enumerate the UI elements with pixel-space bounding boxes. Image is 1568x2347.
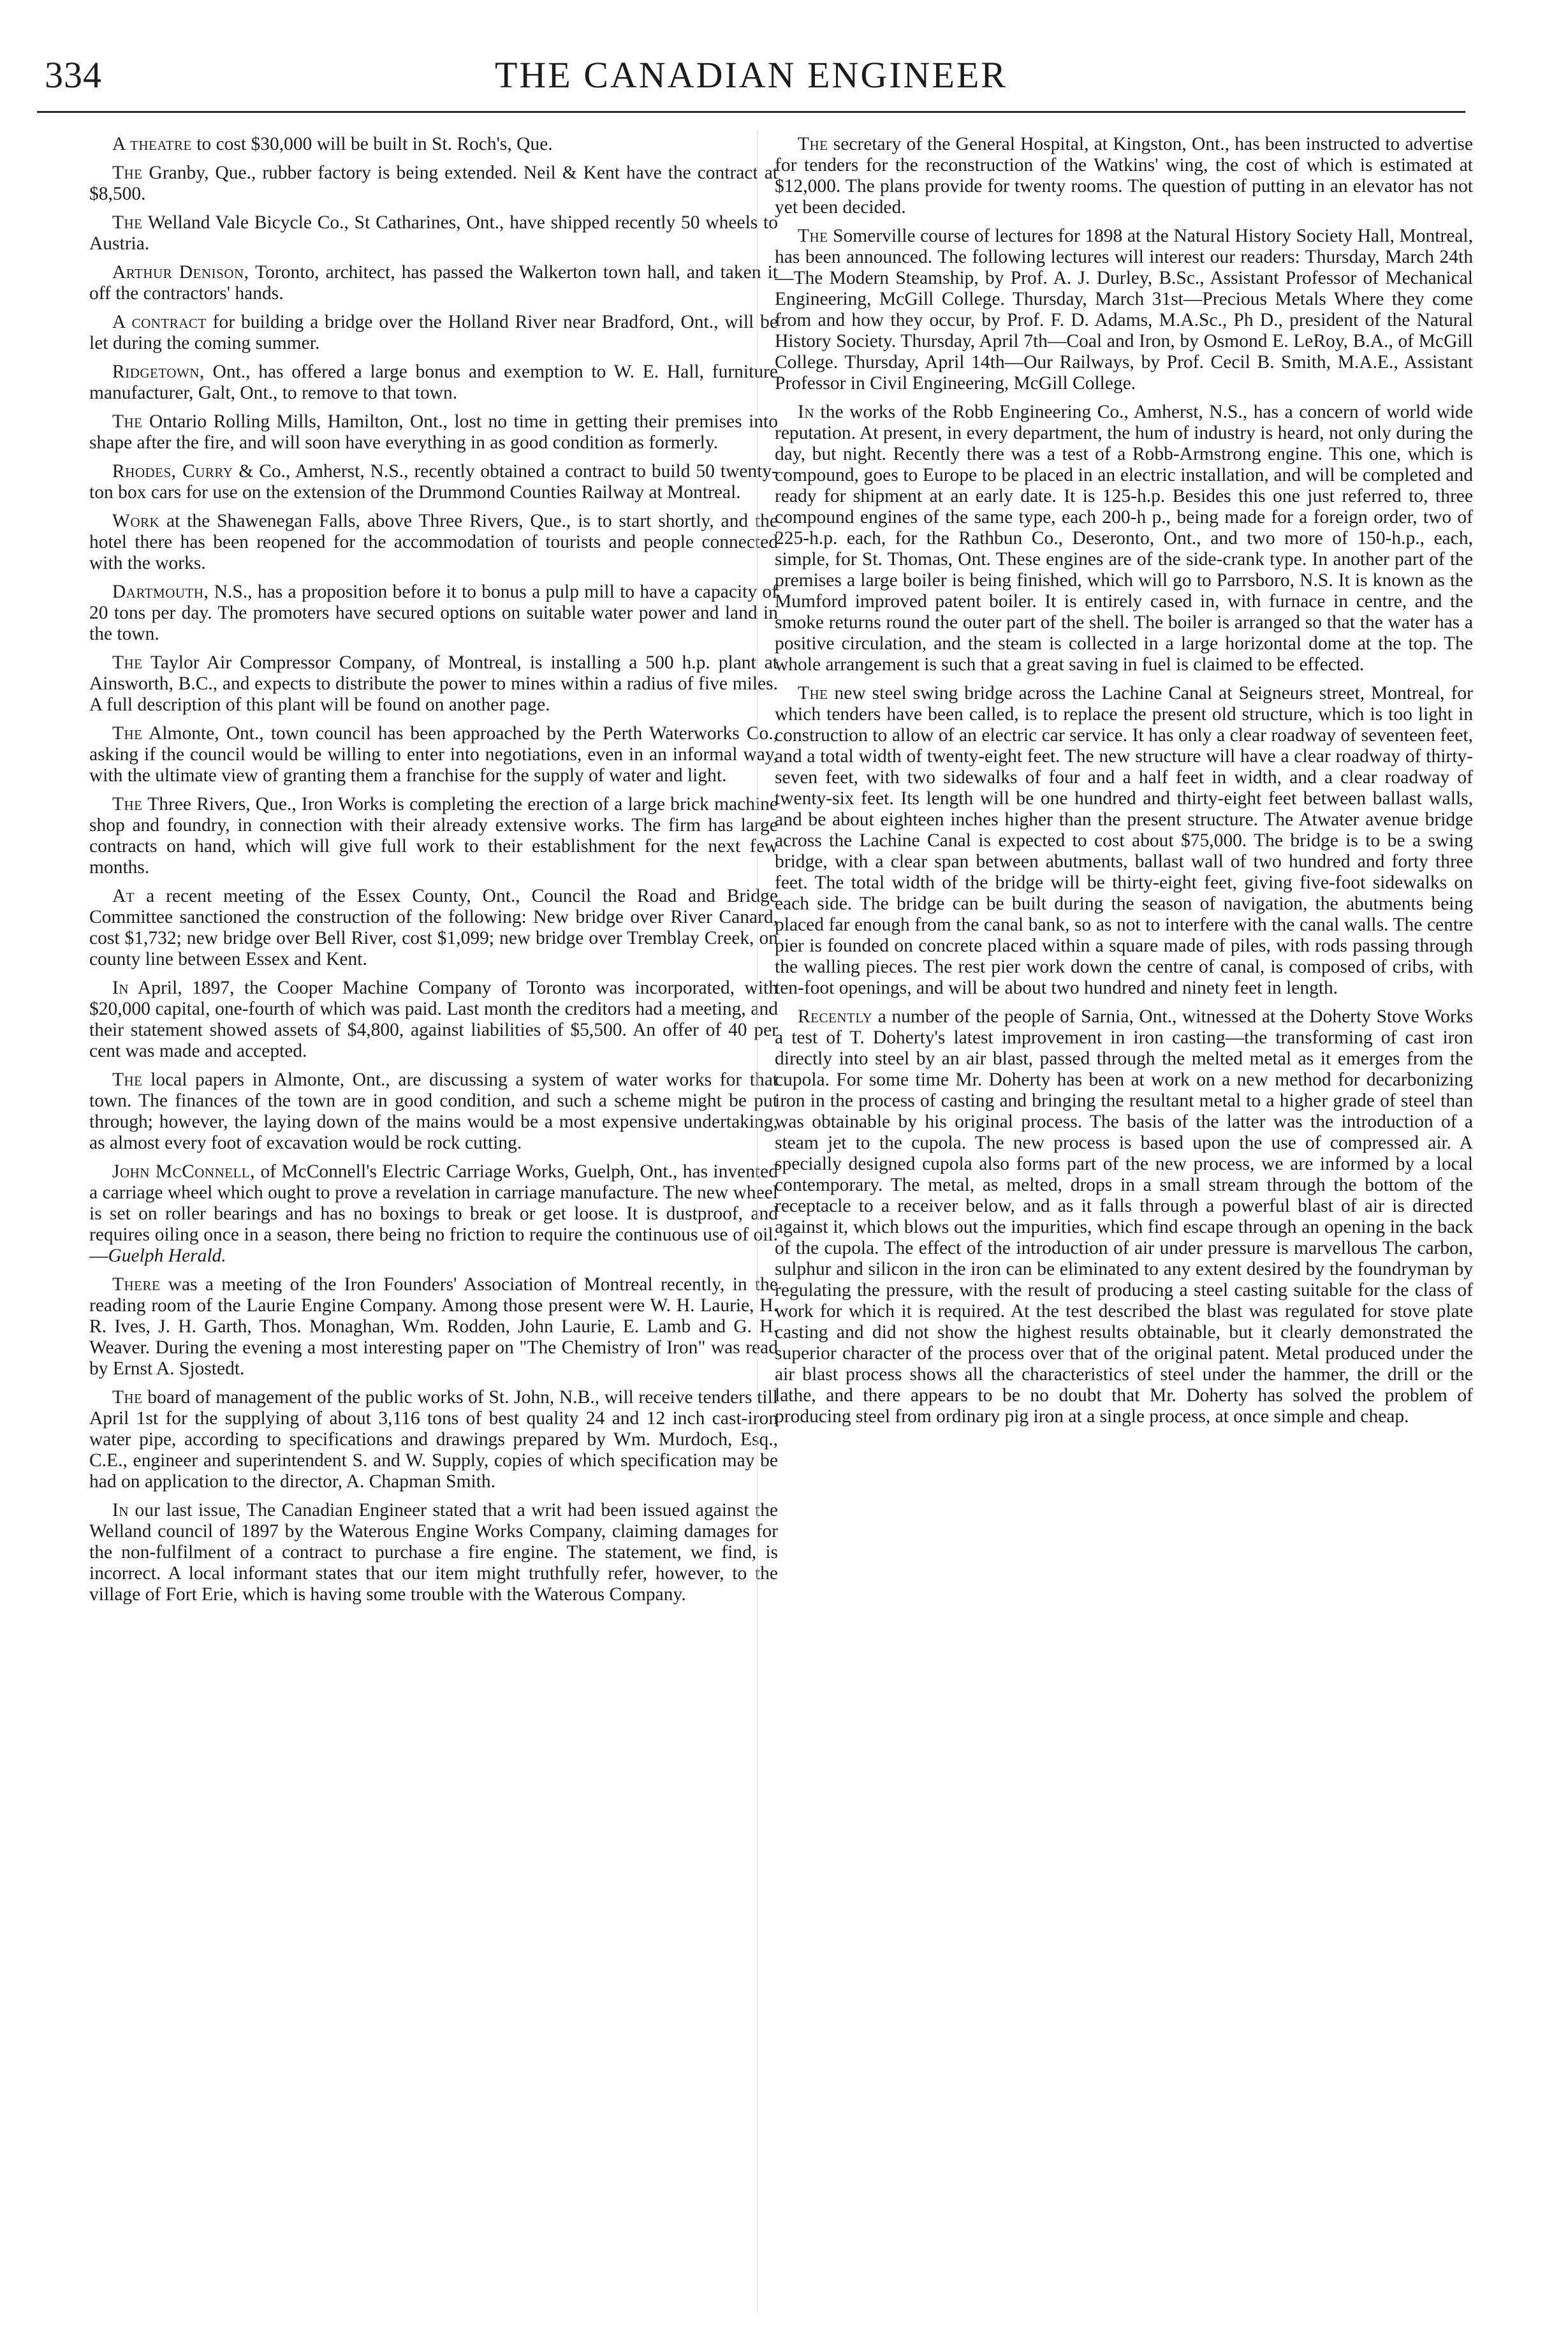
news-item-text: Three Rivers, Que., Iron Works is completing the erection of a large brick machine shop and foundry, in connection with their already extensive works. The firm has large contracts on hand, which will give full work to their establishment for the next few months. — [89, 794, 778, 878]
news-item-lead: Ridgetown, — [112, 362, 205, 382]
news-item — [89, 262, 778, 304]
header-rule — [37, 111, 1465, 113]
news-item — [775, 226, 1473, 394]
news-item — [89, 886, 778, 970]
news-item-lead: A contract — [112, 312, 207, 332]
news-item-text: a number of the people of Sarnia, Ont., witnessed at the Doherty Stove Works a test of T. Doherty's latest improvement in iron casting—the transforming of cast iron directly into steel by an air blast, passed through the melted metal as it emerges from the cupola. For some time Mr. Doherty has been at work on a new method for decarbonizing iron in the process of casting and bringing the resultant metal to a higher grade of steel than was obtainable by his original process. The basis of the latter was the introduction of a steam jet to the cupola. The new process is based upon the use of compressed air. A specially designed cupola also forms part of the new process, we are informed by a local contemporary. The metal, as melted, drops in a small stream through the bottom of the receptacle to a receiver below, and as it falls through a powerful blast of air is directed against it, which blows out the impurities, which find escape through an opening in the back of the cupola. The effect of the introduction of air under pressure is marvellous The carbon, sulphur and silicon in the iron can be eliminated to any extent desired by the foundryman by regulating the pressure, with the result of producing a steel casting suitable for the class of work for which it is required. At the test described the blast was regulated for stove plate casting and did not show the highest results obtainable, but it clearly demonstrated the superior character of the process over that of the original patent. Metal produced under the air blast process shows all the characteristics of steel under the hammer, the drill or the lathe, and there appears to be no doubt that Mr. Doherty has solved the problem of producing steel from ordinary pig iron at a single process, at once simple and cheap. — [775, 1006, 1473, 1427]
news-item — [89, 212, 778, 254]
news-item-lead: The — [798, 226, 828, 246]
news-item-text: of McConnell's Electric Carriage Works, Guelph, Ont., has invented a carriage wheel which ought to prove a revelation in carriage manufacture. The new wheel is set on roller bearings and has no boxings to break or get loose. It is dustproof, and requires oiling once in a season, there being no friction to require the continuous use of oil.— — [89, 1161, 778, 1266]
news-item-lead: The — [112, 411, 143, 432]
news-item — [89, 582, 778, 645]
news-item-lead: The — [112, 212, 143, 233]
news-item-lead: The — [798, 134, 828, 154]
news-item-text: Toronto, architect, has passed the Walkerton town hall, and taken it off the contractors' hands. — [89, 262, 778, 304]
news-item-text: N.S., has a proposition before it to bonus a pulp mill to have a capacity of 20 tons per day. The promoters have secured options on suitable water power and land in the town. — [89, 582, 778, 644]
news-item-lead: Rhodes, Curry — [112, 461, 233, 482]
news-item — [89, 461, 778, 503]
news-item-lead: Recently — [798, 1006, 873, 1027]
news-item-lead: Arthur Denison, — [112, 262, 249, 283]
news-item-text: Taylor Air Compressor Company, of Montreal, is installing a 500 h.p. plant at Ainsworth, B.C., and expects to distribute the power to mines within a radius of five miles. A full description of this plant will be found on another page. — [89, 652, 778, 715]
news-item — [775, 683, 1473, 999]
news-item-lead: Work — [112, 511, 160, 531]
news-item-lead: The — [112, 1070, 143, 1090]
news-item-source: Guelph Herald. — [108, 1246, 226, 1266]
news-item-text: new steel swing bridge across the Lachine Canal at Seigneurs street, Montreal, for which tenders have been called, is to replace the present old structure, which is too light in construction to allow of an electric car service. It has only a clear roadway of seventeen feet, and a total width of twenty-eight feet. The new structure will have a clear roadway of thirty-seven feet, with two sidewalks of four and a half feet in width, and a clear roadway of twenty-six feet. Its length will be one hundred and thirty-eight feet between ballast walls, and be about eighteen inches higher than the present structure. The Atwater avenue bridge across the Lachine Canal is expected to cost about $75,000. The bridge is to be a swing bridge, with a clear span between abutments, ballast wall of two hundred and forty three feet. The total width of the bridge will be thirty-eight feet, giving five-foot sidewalks on each side. The bridge can be built during the season of navigation, the abutments being placed far enough from the canal bank, so as not to interfere with the canal walls. The centre pier is founded on concrete placed within a square made of piles, with rods passing through the walling pieces. The rest pier work down the centre of canal, is composed of cribs, with ten-foot openings, and will be about two hundred and ninety feet in length. — [775, 683, 1473, 998]
news-item — [89, 163, 778, 205]
news-item-lead: In — [112, 1500, 129, 1520]
news-item-lead: There — [112, 1274, 161, 1295]
news-item-text: Welland Vale Bicycle Co., St Catharines, Ont., have shipped recently 50 wheels to Austria. — [89, 212, 778, 254]
news-item-text: Almonte, Ont., town council has been approached by the Perth Waterworks Co., asking if the council would be willing to enter into negotiations, even in an informal way, with the ultimate view of granting them a franchise for the supply of water and light. — [89, 723, 778, 786]
news-item-text: & Co., Amherst, N.S., recently obtained a contract to build 50 twenty-ton box cars for use on the extension of the Drummond Counties Railway at Montreal. — [89, 461, 778, 503]
news-item-text: to cost $30,000 will be built in St. Roch's, Que. — [191, 134, 553, 154]
news-item — [89, 511, 778, 574]
right-column — [775, 134, 1473, 2321]
news-item-text: a recent meeting of the Essex County, Ont., Council the Road and Bridge Committee sanctioned the construction of the following: New bridge over River Canard, cost $1,732; new bridge over Bell River, cost $1,099; new bridge over Tremblay Creek, on county line between Essex and Kent. — [89, 886, 778, 969]
page-title: THE CANADIAN ENGINEER — [494, 54, 1007, 96]
news-item-text: the works of the Robb Engineering Co., Amherst, N.S., has a concern of world wide reputation. At present, in every department, the hum of industry is heard, not only during the day, but night. Recently there was a test of a Robb-Armstrong engine. This one, which is compound, goes to Europe to be placed in an electric installation, and will be completed and ready for shipment at an early date. It is 125-h.p. Besides this one just referred to, three compound engines of the same type, each 200-h p., being made for a foreign order, two of 225-h.p. each, for the Rathbun Co., Deseronto, Ont., and two more of 150-h.p., each, simple, for St. Thomas, Ont. These engines are of the side-crank type. In another part of the premises a large boiler is being finished, which will go to Parrsboro, N.S. It is known as the Mumford improved patent boiler. It is entirely cased in, with furnace in centre, and the smoke returns round the outer part of the shell. The boiler is arranged so that the water has a positive circulation, and the steam is collected in a large horizontal dome at the top. The whole arrangement is such that a great saving in fuel is claimed to be effected. — [775, 402, 1473, 675]
news-item — [89, 1274, 778, 1380]
news-item-text: for building a bridge over the Holland River near Bradford, Ont., will be let during the coming summer. — [89, 312, 778, 353]
news-item-text: was a meeting of the Iron Founders' Association of Montreal recently, in the reading room of the Laurie Engine Company. Among those present were W. H. Laurie, H. R. Ives, J. H. Garth, Thos. Monaghan, Wm. Rodden, John Laurie, E. Lamb and G. H. Weaver. During the evening a most interesting paper on "The Chemistry of Iron" was read by Ernst A. Sjostedt. — [89, 1274, 778, 1379]
news-item — [89, 794, 778, 878]
news-item — [775, 134, 1473, 218]
news-item-lead: John McConnell, — [112, 1161, 256, 1182]
news-item-lead: The — [112, 652, 143, 673]
news-item — [89, 312, 778, 354]
news-item-lead: A theatre — [112, 134, 192, 154]
news-item — [89, 411, 778, 453]
news-item — [89, 1387, 778, 1492]
news-item-lead: Dartmouth, — [112, 582, 209, 602]
news-item-lead: The — [798, 683, 828, 703]
news-item-text: Ont., has offered a large bonus and exemption to W. E. Hall, furniture manufacturer, Galt, Ont., to remove to that town. — [89, 362, 778, 403]
news-item — [89, 134, 778, 155]
news-item — [89, 1070, 778, 1154]
news-item-lead: The — [112, 794, 143, 814]
news-item-text: at the Shawenegan Falls, above Three Rivers, Que., is to start shortly, and the hotel there has been reopened for the accommodation of tourists and people connected with the works. — [89, 511, 778, 573]
news-item-text: secretary of the General Hospital, at Kingston, Ont., has been instructed to advertise for tenders for the reconstruction of the Watkins' wing, the cost of which is estimated at $12,000. The plans provide for twenty rooms. The question of putting in an elevator has not yet been decided. — [775, 134, 1473, 217]
news-item — [89, 978, 778, 1062]
column-divider — [757, 131, 758, 2312]
news-item-lead: In — [798, 402, 814, 422]
news-item-text: Somerville course of lectures for 1898 at the Natural History Society Hall, Montreal, has been announced. The following lectures will interest our readers: Thursday, March 24th—The Modern Steamship, by Prof. A. J. Durley, B.Sc., Assistant Professor of Mechanical Engineering, McGill College. Thursday, March 31st—Precious Metals Where they come from and how they occur, by Prof. F. D. Adams, M.A.Sc., Ph D., president of the Natural History Society. Thursday, April 7th—Coal and Iron, by Osmond E. LeRoy, B.A., of McGill College. Thursday, April 14th—Our Railways, by Prof. Cecil B. Smith, M.A.E., Assistant Professor in Civil Engineering, McGill College. — [775, 226, 1473, 394]
news-item-text: local papers in Almonte, Ont., are discussing a system of water works for that town. The finances of the town are in good condition, and such a scheme might be put through; however, the laying down of the mains would be a most expensive undertaking, as almost every foot of excavation would be rock cutting. — [89, 1070, 778, 1153]
news-item — [89, 723, 778, 786]
news-item-lead: The — [112, 723, 143, 744]
news-item-text: Granby, Que., rubber factory is being extended. Neil & Kent have the contract at $8,500. — [89, 163, 778, 204]
news-item-text: Ontario Rolling Mills, Hamilton, Ont., lost no time in getting their premises into shape after the fire, and will soon have everything in as good condition as formerly. — [89, 411, 778, 453]
news-item-lead: The — [112, 1387, 143, 1408]
news-item — [775, 1006, 1473, 1427]
news-item — [89, 1500, 778, 1605]
news-item — [89, 362, 778, 404]
left-column — [89, 134, 778, 2321]
page-number: 334 — [45, 54, 102, 96]
news-item-lead: The — [112, 163, 143, 183]
news-item-text: our last issue, The Canadian Engineer stated that a writ had been issued against the Welland council of 1897 by the Waterous Engine Works Company, claiming damages for the non-fulfilment of a contract to purchase a fire engine. The statement, we find, is incorrect. A local informant states that our item might truthfully refer, however, to the village of Fort Erie, which is having some trouble with the Waterous Company. — [89, 1500, 778, 1605]
news-item-text: board of management of the public works of St. John, N.B., will receive tenders till April 1st for the supplying of about 3,116 tons of best quality 24 and 12 inch cast-iron water pipe, according to specifications and drawings prepared by Wm. Murdoch, Esq., C.E., engineer and superintendent S. and W. Supply, copies of which specification may be had on application to the director, A. Chapman Smith. — [89, 1387, 778, 1492]
news-item-text: April, 1897, the Cooper Machine Company of Toronto was incorporated, with $20,000 capital, one-fourth of which was paid. Last month the creditors had a meeting, and their statement showed assets of $4,800, against liabilities of $5,500. An offer of 40 per cent was made and accepted. — [89, 978, 778, 1061]
news-item — [89, 1161, 778, 1267]
news-item — [89, 652, 778, 716]
news-item-lead: At — [112, 886, 135, 906]
news-item — [775, 402, 1473, 675]
news-item-lead: In — [112, 978, 129, 998]
page-header — [37, 50, 1465, 101]
